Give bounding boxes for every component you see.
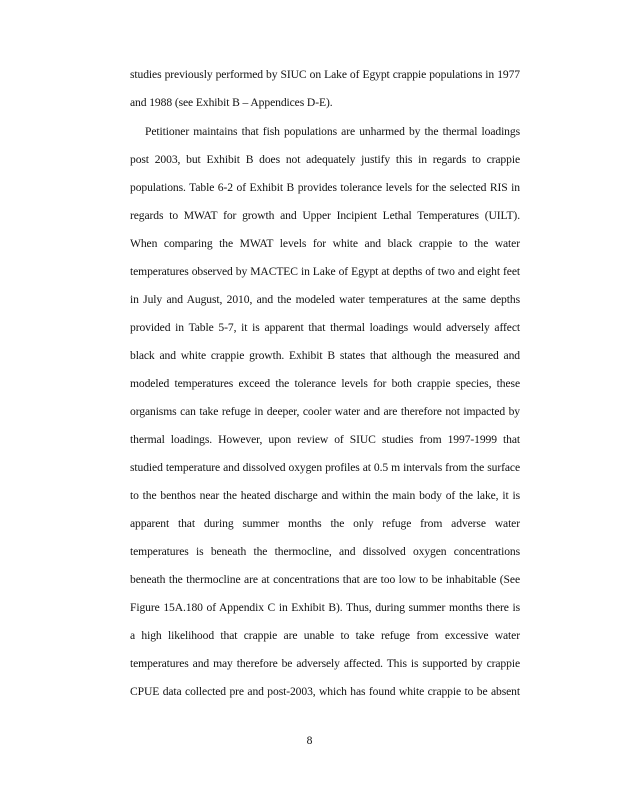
body-line-4: post 2003, but Exhibit B does not adequately justify this in regards to crappie bbox=[130, 153, 520, 166]
body-line-23: CPUE data collected pre and post-2003, which has found white crappie to be absent bbox=[130, 685, 520, 698]
body-line-14: thermal loadings. However, upon review of SIUC studies from 1997-1999 that bbox=[130, 433, 520, 446]
body-line-6: regards to MWAT for growth and Upper Incipient Lethal Temperatures (UILT). bbox=[130, 209, 520, 222]
body-line-12: modeled temperatures exceed the tolerance levels for both crappie species, these bbox=[130, 377, 520, 390]
body-line-19: beneath the thermocline are at concentrations that are too low to be inhabitable (See bbox=[130, 573, 520, 586]
body-line-7: When comparing the MWAT levels for white and black crappie to the water bbox=[130, 237, 520, 250]
body-line-2: and 1988 (see Exhibit B – Appendices D-E). bbox=[130, 96, 333, 109]
body-line-13: organisms can take refuge in deeper, cooler water and are therefore not impacted by bbox=[130, 405, 520, 418]
body-line-1: studies previously performed by SIUC on Lake of Egypt crappie populations in 1977 bbox=[130, 68, 520, 81]
body-line-16: to the benthos near the heated discharge and within the main body of the lake, it is bbox=[130, 489, 520, 502]
body-line-10: provided in Table 5-7, it is apparent that thermal loadings would adversely affect bbox=[130, 321, 520, 334]
body-line-3: Petitioner maintains that fish populations are unharmed by the thermal loadings bbox=[145, 125, 520, 138]
body-line-20: Figure 15A.180 of Appendix C in Exhibit B). Thus, during summer months there is bbox=[130, 601, 520, 614]
body-line-11: black and white crappie growth. Exhibit B states that although the measured and bbox=[130, 349, 520, 362]
body-line-15: studied temperature and dissolved oxygen profiles at 0.5 m intervals from the surface bbox=[130, 461, 520, 474]
body-line-8: temperatures observed by MACTEC in Lake of Egypt at depths of two and eight feet bbox=[130, 265, 520, 278]
body-line-21: a high likelihood that crappie are unable to take refuge from excessive water bbox=[130, 629, 520, 642]
body-line-9: in July and August, 2010, and the modeled water temperatures at the same depths bbox=[130, 293, 520, 306]
body-line-22: temperatures and may therefore be adversely affected. This is supported by crappie bbox=[130, 657, 520, 670]
body-line-5: populations. Table 6-2 of Exhibit B provides tolerance levels for the selected RIS in bbox=[130, 181, 520, 194]
body-line-18: temperatures is beneath the thermocline, and dissolved oxygen concentrations bbox=[130, 545, 520, 558]
body-line-17: apparent that during summer months the only refuge from adverse water bbox=[130, 517, 520, 530]
page-number: 8 bbox=[306, 734, 313, 747]
